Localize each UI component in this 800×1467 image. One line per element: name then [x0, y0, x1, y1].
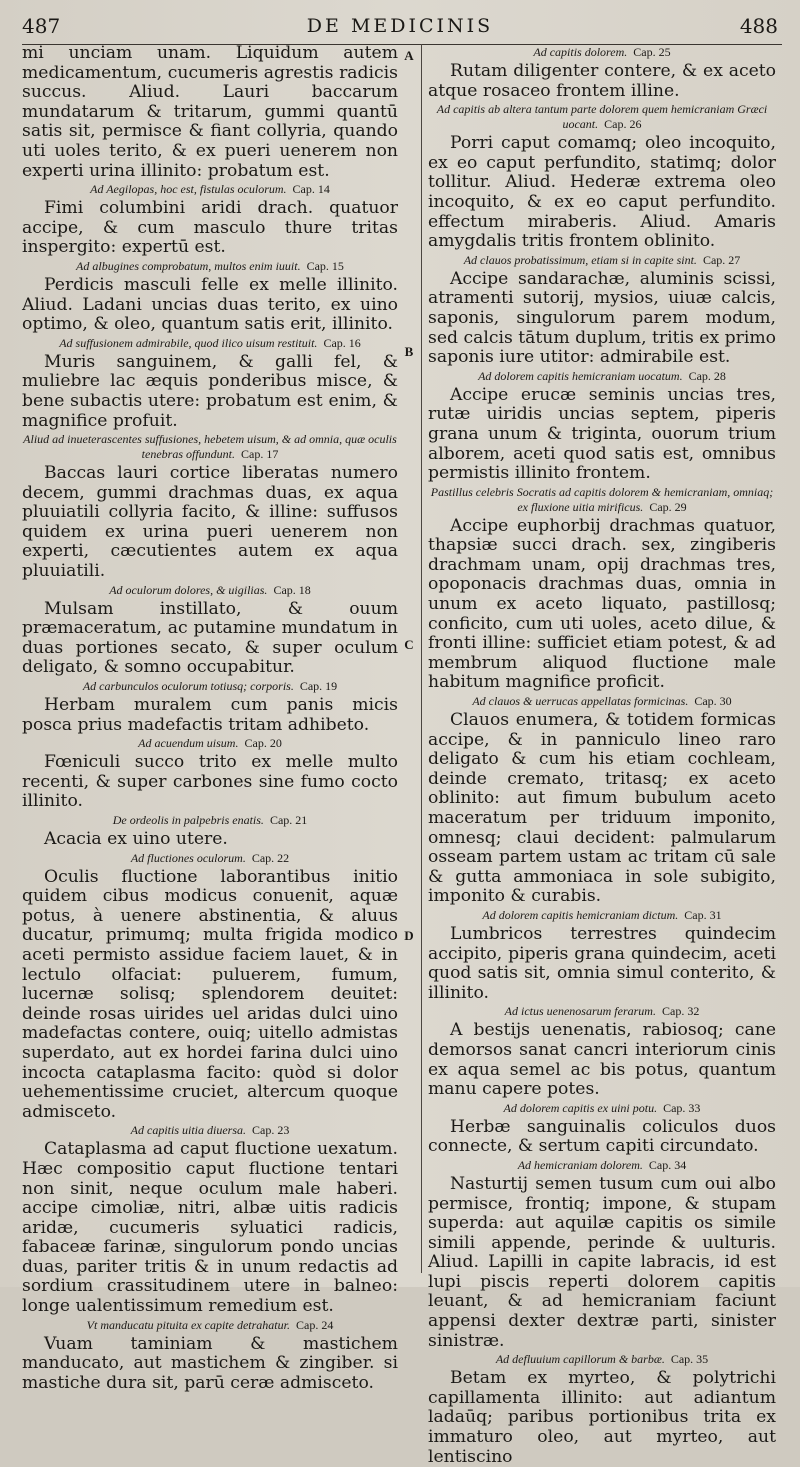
chapter-number: Cap. 25 [633, 45, 671, 59]
chapter-heading-title: Ad albugines comprobatum, multos enim iuuit. [76, 258, 301, 273]
margin-letter-b: B [404, 344, 414, 359]
body-paragraph: mi unciam unam. Liquidum autem medicamentum, cucumeris agrestis radicis succus. Aliud. Lauri baccarum mundatarum & tritarum, gummi quantū satis sit, permisce & fiant collyria, quando uti uoles terito, & ex pueri uenerem non experti urina illinito: probatum est. [22, 43, 398, 181]
chapter-heading [22, 432, 398, 462]
body-paragraph: Nasturtij semen tusum cum oui albo permisce, frontiq; impone, & stupam superda: aut aquilæ capitis os simile simili appende, perinde & uulturis. Aliud. Lapilli in capite labracis, id est lupi piscis reperti dolorem capitis leuant, & ad hemicraniam faciunt appensi dexter dextræ parti, sinister sinistræ. [428, 1173, 776, 1351]
chapter-heading [428, 1158, 776, 1173]
body-paragraph: Muris sanguinem, & galli fel, & muliebre lac æquis ponderibus misce, & bene subactis utere: probatum est enim, & magnifice profuit. [22, 351, 398, 431]
chapter-number: Cap. 23 [252, 1123, 290, 1138]
chapter-number: Cap. 30 [694, 694, 732, 709]
right-column [428, 44, 776, 1467]
chapter-number: Cap. 34 [648, 1157, 687, 1172]
chapter-heading [428, 45, 776, 60]
chapter-number: Cap. 16 [323, 335, 361, 350]
chapter-heading-title: Ad capitis ab altera tantum parte dolorem quem hemicraniam Græci uocant. [436, 102, 768, 132]
body-paragraph: Herbæ sanguinalis coliculos duos connecte, & sertum capiti circundato. [428, 1116, 776, 1157]
column-divider [421, 44, 422, 1273]
left-column [22, 43, 398, 1393]
chapter-heading [428, 908, 776, 923]
chapter-heading [428, 1352, 776, 1367]
chapter-heading-title: Ad clauos & uerrucas appellatas formicinas. [472, 694, 689, 709]
chapter-heading [22, 813, 398, 828]
body-paragraph: Betam ex myrteo, & polytrichi capillamenta illinito: aut adiantum ladaūq; paribus portionibus trita ex immaturo oleo, aut myrteo, aut lentiscino [428, 1368, 776, 1467]
chapter-number: Cap. 28 [688, 368, 726, 383]
chapter-heading [22, 736, 398, 751]
chapter-heading [22, 1318, 398, 1333]
chapter-heading [428, 1004, 776, 1019]
chapter-heading [428, 102, 776, 132]
body-paragraph: Accipe sandarachæ, aluminis scissi, atramenti sutorij, mysios, uiuæ calcis, saponis, singulorum parem modum, sed calcis tātum duplum, tritis ex primo saponis iure utitor: admirabile est. [428, 268, 776, 368]
chapter-number: Cap. 22 [251, 850, 290, 865]
chapter-number: Cap. 27 [702, 252, 741, 267]
chapter-heading [22, 679, 398, 694]
chapter-heading-title: Ad clauos probatissimum, etiam si in capite sint. [463, 252, 697, 267]
body-paragraph: Vuam taminiam & mastichem manducato, aut mastichem & zingiber. si mastiche dura sit, parū ceræ admisceto. [22, 1333, 398, 1393]
chapter-number: Cap. 19 [299, 679, 338, 694]
body-paragraph: Accipe erucæ seminis uncias tres, rutæ uiridis uncias septem, piperis grana unum & triginta, ouorum trium alborem, aceti quod satis est, omnibus permistis illinito frontem. [428, 384, 776, 484]
chapter-number: Cap. 20 [244, 736, 282, 751]
chapter-heading-title: Pastillus celebris Socratis ad capitis dolorem & hemicraniam, omniaq; ex fluxione uitia mirificus. [430, 484, 774, 514]
margin-letter-a: A [404, 48, 414, 63]
chapter-number: Cap. 33 [663, 1100, 701, 1115]
chapter-heading-title: Aliud ad inueterascentes suffusiones, hebetem uisum, & ad omnia, quæ oculis tenebras offundunt. [23, 432, 397, 462]
body-paragraph: Baccas lauri cortice liberatas numero decem, gummi drachmas duas, ex aqua pluuiatili collyria facito, & illine: suffusos quidem ex urina pueri uenerem non experti, cæcutientes autem ex aqua pluuiatili. [22, 463, 398, 582]
body-paragraph: A bestijs uenenatis, rabiosoq; cane demorsos sanat cancri interiorum cinis ex aqua semel ac bis potus, quantum manu capere potes. [428, 1020, 776, 1100]
chapter-heading-title: Ad capitis uitia diuersa. [130, 1123, 246, 1138]
body-paragraph: Rutam diligenter contere, & ex aceto atque rosaceo frontem illine. [428, 61, 776, 101]
chapter-heading-title: Ad dolorem capitis hemicraniam uocatum. [478, 368, 683, 383]
chapter-heading-title: Ad dolorem capitis ex uini potu. [503, 1100, 658, 1115]
chapter-heading [22, 182, 398, 197]
chapter-heading-title: Vt manducatu pituita ex capite detrahatur. [86, 1317, 290, 1332]
chapter-heading [22, 336, 398, 351]
chapter-number: Cap. 31 [684, 907, 722, 922]
page-header [22, 10, 778, 42]
chapter-heading-title: De ordeolis in palpebris enatis. [112, 813, 264, 827]
body-paragraph: Lumbricos terrestres quindecim accipito, piperis grana quindecim, aceti quod satis sit, omnia simul conterito, & illinito. [428, 923, 776, 1003]
chapter-heading [428, 1101, 776, 1116]
chapter-heading [22, 259, 398, 274]
body-paragraph: Cataplasma ad caput fluctione uexatum. Hæc compositio caput fluctione tentari non sinit, neque oculum male haberi. accipe cimoliæ, nitri, albæ uitis radicis aridæ, cucumeris syluatici radicis, fabaceæ farinæ, singulorum pondo uncias duas, pariter tritis & in unum redactis ad sordium crassitudinem utere in balneo: longe ualentissimum remedium est. [22, 1139, 398, 1317]
body-paragraph: Oculis fluctione laborantibus initio quidem cibus modicus conuenit, aquæ potus, à uenere abstinentia, & aluus ducatur, primumq; multa frigida modico aceti permisto assidue faciem lauet, & in lectulo olfaciat: puluerem, fumum, lucernæ solisq; splendorem deuitet: deinde rosas uirides uel aridas dulci uino madefactas contere, ouiq; uitello admistas superdato, aut ex hordei farina dulci uino incocta cataplasma facito: quòd si dolor uehementissime cruciet, altercum quoque admisceto. [22, 866, 398, 1122]
chapter-number: Cap. 14 [292, 182, 330, 197]
chapter-heading [428, 485, 776, 515]
margin-letter-c: C [404, 637, 414, 652]
chapter-number: Cap. 35 [670, 1352, 709, 1367]
chapter-number: Cap. 24 [295, 1317, 334, 1332]
chapter-heading-title: Ad defluuium capillorum & barbæ. [495, 1352, 665, 1367]
running-title: DE MEDICINIS [306, 15, 494, 37]
chapter-number: Cap. 21 [269, 813, 308, 827]
chapter-number: Cap. 17 [240, 447, 279, 462]
chapter-heading-title: Ad suffusionem admirabile, quod ilico uisum restituit. [59, 335, 318, 350]
body-paragraph: Fœniculi succo trito ex melle multo recenti, & super carbones sine fumo cocto illinito. [22, 752, 398, 812]
chapter-heading-title: Ad carbunculos oculorum totiusq; corporis. [82, 679, 294, 694]
chapter-heading-title: Ad Aegilopas, hoc est, fistulas oculorum. [90, 182, 287, 197]
chapter-number: Cap. 26 [604, 117, 642, 132]
chapter-heading-title: Ad dolorem capitis hemicraniam dictum. [482, 907, 679, 922]
chapter-heading-title: Ad fluctiones oculorum. [130, 850, 246, 865]
page-number-right: 488 [739, 14, 778, 38]
chapter-heading-title: Ad ictus uenenosarum ferarum. [504, 1004, 656, 1019]
chapter-heading [22, 851, 398, 866]
chapter-heading-title: Ad oculorum dolores, & uigilias. [109, 582, 268, 597]
chapter-heading [428, 369, 776, 384]
chapter-heading [22, 583, 398, 598]
chapter-number: Cap. 15 [306, 258, 344, 273]
chapter-number: Cap. 32 [661, 1004, 700, 1019]
chapter-heading [428, 253, 776, 268]
body-paragraph: Acacia ex uino utere. [44, 829, 228, 849]
body-paragraph: Accipe euphorbij drachmas quatuor, thapsiæ succi drach. sex, zingiberis drachmam unam, opij drachmas tres, opoponacis drachmas duas, omnia in unum ex aceto liquato, pastillosq; conficito, cum uti uoles, aceto dilue, & fronti illine: sufficiet etiam potest, & ad membrum aliquod fluctione male habitum magnifice proficit. [428, 515, 776, 693]
chapter-heading-title: Ad hemicraniam dolorem. [517, 1157, 643, 1172]
chapter-heading-title: Ad acuendum uisum. [138, 736, 239, 751]
chapter-number: Cap. 18 [273, 582, 311, 597]
body-paragraph: Perdicis masculi felle ex melle illinito. Aliud. Ladani uncias duas terito, ex uino optimo, & oleo, quantum satis erit, illinito. [22, 274, 398, 335]
body-paragraph: Mulsam instillato, & ouum præmaceratum, ac putamine mundatum in duas portiones secato, & super oculum deligato, & somno occupabitur. [22, 598, 398, 678]
body-paragraph: Clauos enumera, & totidem formicas accipe, & in panniculo lineo raro deligato & cum his etiam cochleam, deinde cremato, tritasq; ex aceto oblinito: aut fimum bubulum aceto maceratum per triduum imponito, omnesq; claui decident: palmularum osseam partem ustam ac tritam cū sale & gutta ammoniaca in sole subigito, imponito & curabis. [428, 710, 776, 907]
body-paragraph: Porri caput comamq; oleo incoquito, ex eo caput perfundito, statimq; dolor tollitur. Aliud. Hederæ extrema oleo incoquito, & ex eo caput perfundito. effectum miraberis. Aliud. Amaris amygdalis tritis frontem oblinito. [428, 133, 776, 252]
body-paragraph: Fimi columbini aridi drach. quatuor accipe, & cum masculo thure tritas inspergito: expertū est. [22, 198, 398, 258]
chapter-heading [22, 1123, 398, 1138]
page-number-left: 487 [22, 14, 61, 38]
margin-letter-d: D [404, 928, 414, 943]
body-paragraph: Herbam muralem cum panis micis posca prius madefactis tritam adhibeto. [22, 695, 398, 735]
chapter-heading [428, 694, 776, 709]
chapter-number: Cap. 29 [649, 499, 687, 514]
chapter-heading-title: Ad capitis dolorem. [533, 45, 628, 59]
